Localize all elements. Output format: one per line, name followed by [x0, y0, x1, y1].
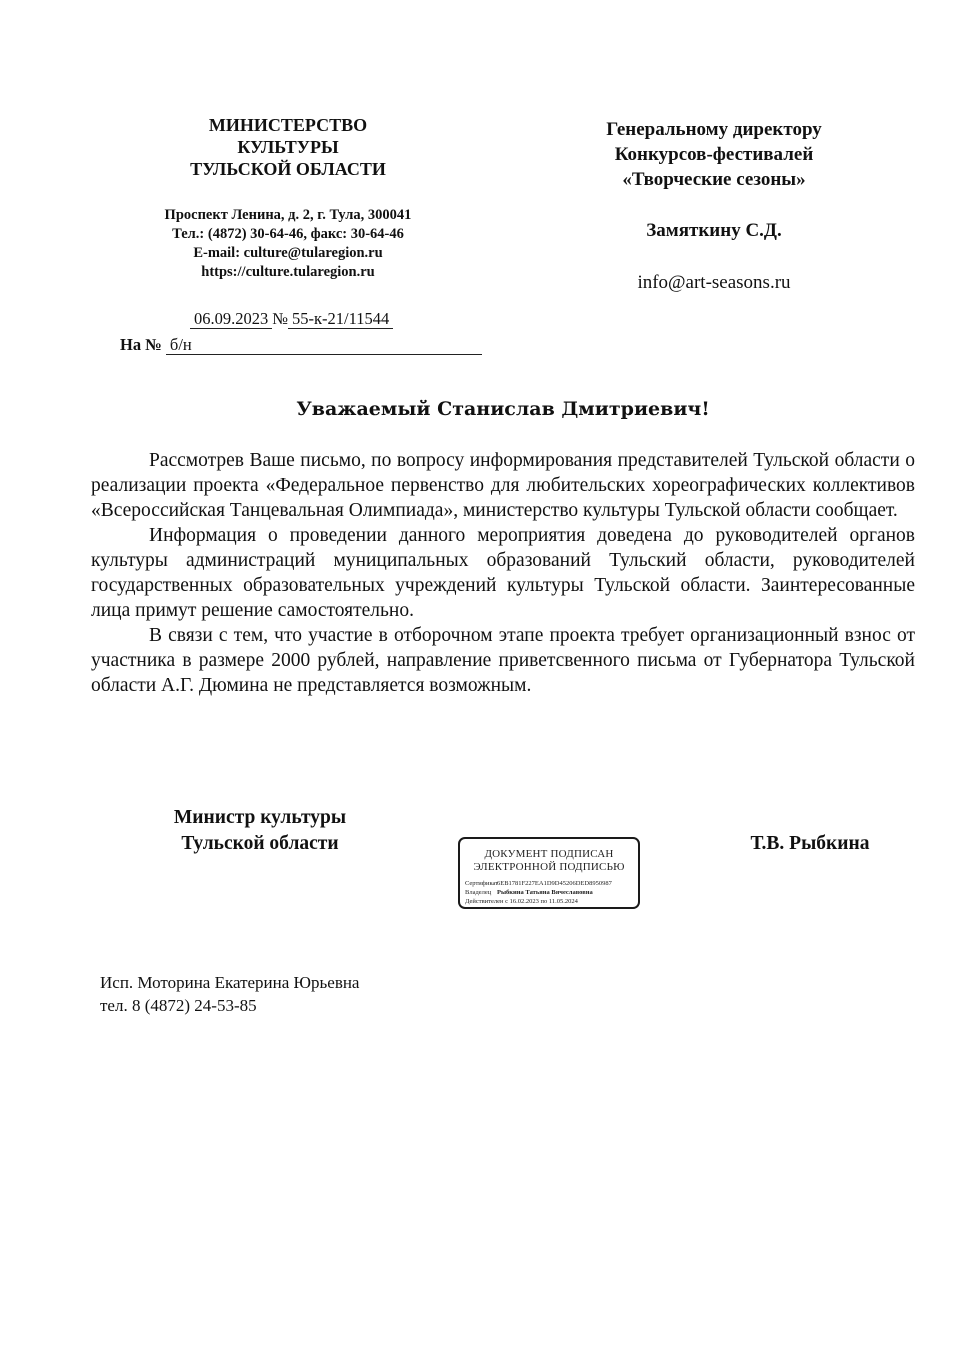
reference-value: б/н	[166, 336, 482, 355]
signatory-title-line: Тульской области	[181, 833, 339, 854]
ministry-email: E-mail: culture@tularegion.ru	[193, 245, 383, 261]
stamp-owner-label: Владелец	[465, 889, 492, 896]
letter-body	[91, 448, 915, 698]
executor-phone: тел. 8 (4872) 24-53-85	[100, 996, 257, 1015]
recipient-line: Конкурсов-фестивалей	[614, 144, 814, 165]
number-sign: №	[272, 309, 288, 328]
stamp-certificate-label: Сертификат	[465, 880, 499, 887]
executor-block	[100, 971, 359, 1017]
recipient-email: info@art-seasons.ru	[637, 272, 791, 293]
ministry-phones: Тел.: (4872) 30-64-46, факс: 30-64-46	[172, 226, 404, 242]
registration-number: 55-к-21/11544	[288, 310, 393, 329]
ministry-line: ТУЛЬСКОЙ ОБЛАСТИ	[190, 159, 386, 179]
body-paragraph: Рассмотрев Ваше письмо, по вопросу информирования представителей Тульской области о реализации проекта «Федеральное первенство для любительских хореографических коллективов «Всероссийская Танцевальная Олимпиада», министерство культуры Тульской области сообщает.	[91, 450, 915, 521]
recipient-block	[560, 117, 868, 192]
electronic-signature-stamp	[458, 837, 640, 909]
ministry-line: МИНИСТЕРСТВО	[208, 115, 368, 135]
signatory-title	[140, 805, 380, 857]
salutation: Уважаемый Станислав Дмитриевич!	[296, 398, 710, 420]
recipient-name: Замяткину С.Д.	[646, 220, 782, 241]
stamp-owner	[465, 889, 593, 897]
reference-line	[120, 335, 482, 355]
ministry-header	[138, 114, 438, 180]
signatory-name: Т.В. Рыбкина	[750, 833, 870, 854]
ministry-contacts	[110, 206, 466, 282]
stamp-certificate	[465, 880, 612, 888]
stamp-owner-value: Рыбкина Татьяна Вячеславовна	[497, 889, 593, 896]
recipient-line: «Творческие сезоны»	[622, 169, 806, 190]
stamp-title-line: ДОКУМЕНТ ПОДПИСАН	[484, 848, 614, 860]
stamp-validity: Действителен с 16.02.2023 по 11.05.2024	[465, 898, 578, 905]
ministry-website: https://culture.tularegion.ru	[201, 264, 375, 280]
signatory-title-line: Министр культуры	[173, 807, 347, 828]
registration-date: 06.09.2023	[190, 310, 272, 329]
executor-name: Исп. Моторина Екатерина Юрьевна	[100, 973, 360, 992]
stamp-title-line: ЭЛЕКТРОННОЙ ПОДПИСЬЮ	[473, 861, 625, 873]
recipient-line: Генеральному директору	[606, 119, 822, 140]
body-paragraph: Информация о проведении данного мероприятия доведена до руководителей органов культуры администраций муниципальных образований Тульский области, руководителей государственных образовательных учреждений культуры Тульской области. Заинтересованные лица примут решение самостоятельно.	[91, 525, 915, 621]
registration-line	[190, 309, 393, 329]
stamp-title	[460, 848, 638, 874]
stamp-certificate-value: 6EB1781F227EA1D9D45206DED8950987	[497, 880, 612, 887]
reference-label: На №	[120, 335, 162, 354]
ministry-line: КУЛЬТУРЫ	[237, 137, 339, 157]
body-paragraph: В связи с тем, что участие в отборочном этапе проекта требует организационный взнос от участника в размере 2000 рублей, направление приветсвенного письма от Губернатора Тульской области А.Г. Дюмина не представляется возможным.	[91, 625, 915, 696]
ministry-address: Проспект Ленина, д. 2, г. Тула, 300041	[164, 207, 412, 223]
